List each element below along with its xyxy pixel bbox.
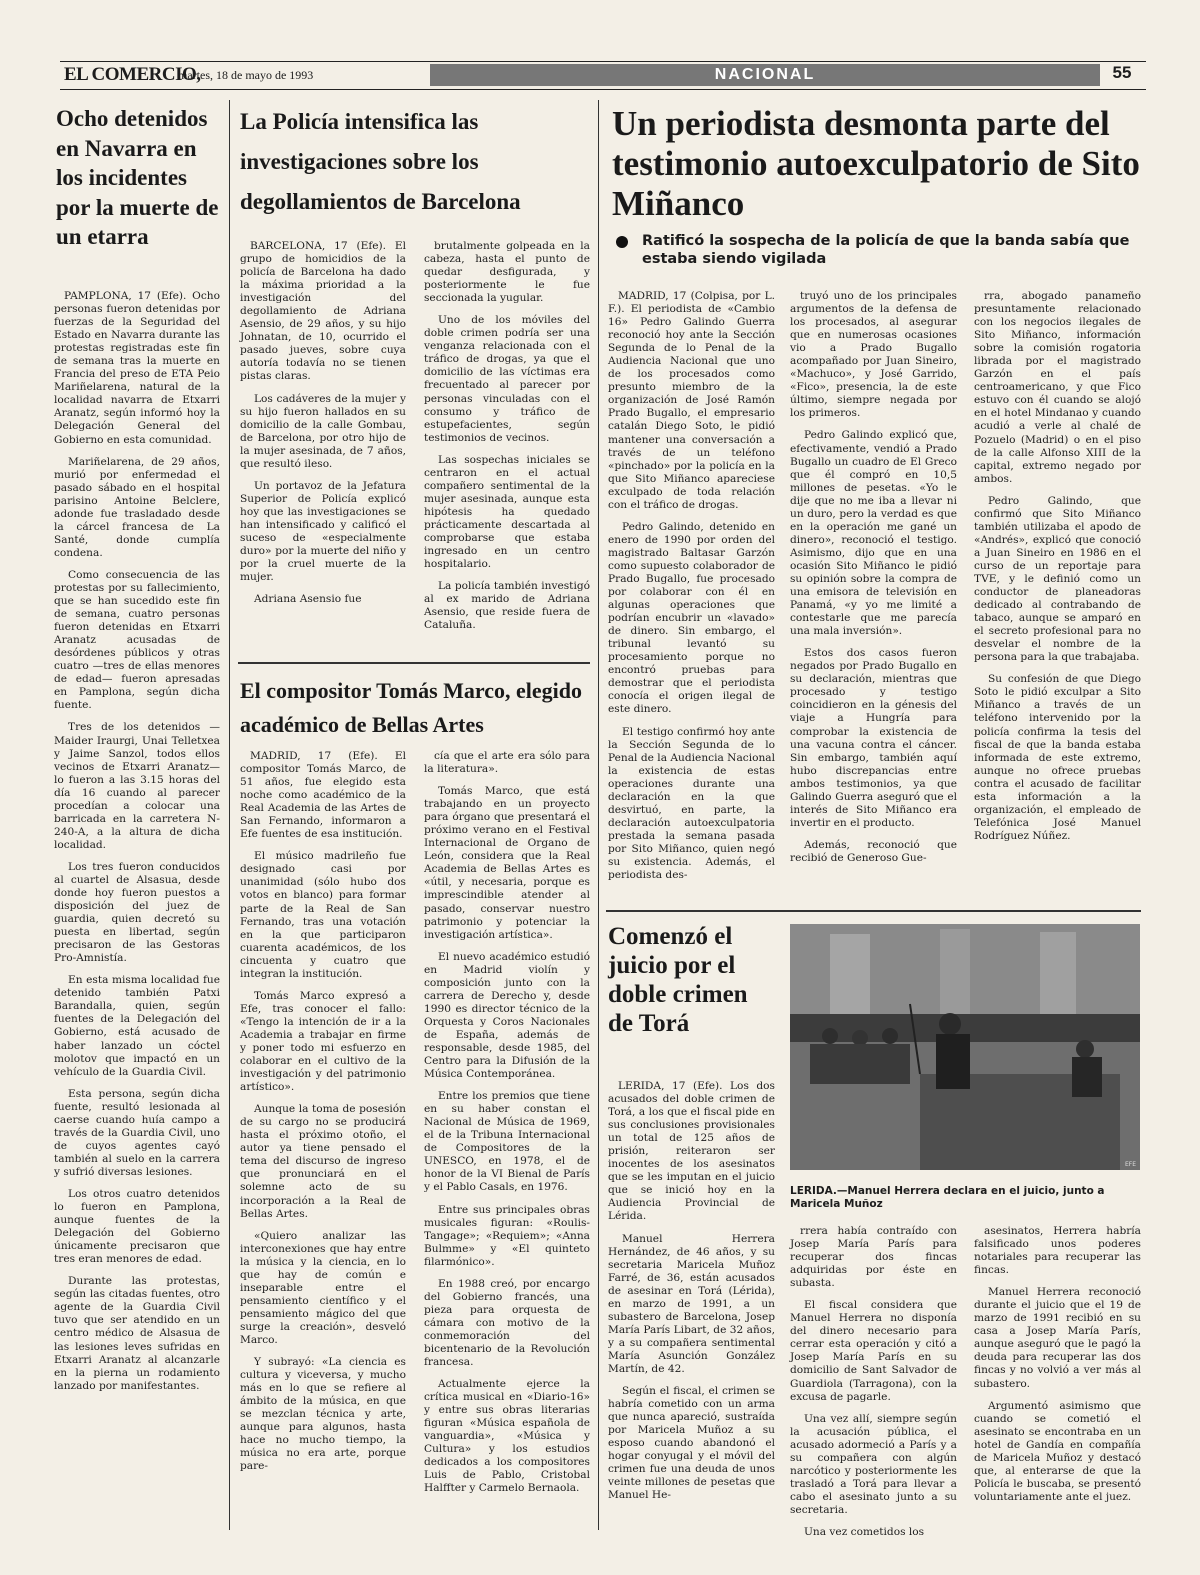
article-body-tora-col2	[790, 1225, 957, 1538]
paragraph: El músico madrileño fue designado casi por unanimidad (sólo hubo dos votos en blanco) para formar parte de la Real de San Fernando, tras una votación en la que participaron cuarenta académicos, de los cincuenta y cuatro que integran la institución.	[240, 850, 406, 980]
paragraph: La policía también investigó al ex marido de Adriana Asensio, que reside fuera de Cataluña.	[424, 580, 590, 632]
paragraph: Argumentó asimismo que cuando se cometió el asesinato se encontraba en un hotel de Gandía en compañía de Maricela Muñoz y destacó que, al enterarse de que la Policía le buscaba, se presentó voluntariamente ante el juez.	[974, 1399, 1141, 1503]
paragraph: Tomás Marco expresó a Efe, tras conocer el fallo: «Tengo la intención de ir a la Academia a trabajar en firme y poner todo mi esfuerzo en colaborar en el cultivo de la investigación y del patrimonio artístico».	[240, 989, 406, 1094]
bullet-icon	[616, 236, 628, 248]
paragraph: Como consecuencia de las protestas por su fallecimiento, que se han sucedido este fin de semana, cuatro personas fueron detenidas en Etxarri Aranatz acusadas de desórdenes públicos y otras cuatro —tres de ellas menores de edad— fueron apresadas en Pamplona, según dicha fuente.	[54, 568, 220, 712]
article-body-periodista-col1	[608, 290, 775, 900]
paragraph: cía que el arte era sólo para la literatura».	[424, 750, 590, 776]
article-body-periodista-col3	[974, 290, 1141, 900]
paragraph: En 1988 creó, por encargo del Gobierno francés, una pieza para orquesta de cámara con motivo de la conmemoración del bicentenario de la Revolución francesa.	[424, 1277, 590, 1369]
courtroom-photo	[790, 924, 1140, 1170]
paragraph: Adriana Asensio fue	[254, 593, 362, 606]
paragraph: Un portavoz de la Jefatura Superior de Policía explicó hoy que las investigaciones se han intensificado y calificó el suceso de «especialmente duro» por la muerte del niño y por la cruel muerte de la mujer.	[240, 479, 406, 584]
article-body-tora-col3	[974, 1225, 1141, 1530]
paragraph: Su confesión de que Diego Soto le pidió exculpar a Sito Miñanco a través de un teléfono intervenido por la policía confirma la tesis del fiscal de que la banda estaba informada de este extremo, aunque no ofrece pruebas contra el acusado de facilitar esta información a la organización, el empleado de Telefónica José Manuel Rodríguez Núñez.	[974, 673, 1141, 842]
paragraph: El fiscal considera que Manuel Herrera no disponía del dinero necesario para cerrar esta operación y citó a Josep María París en su domicilio de Sant Salvador de Guardiola (Tarragona), con la excusa de pagarle.	[790, 1299, 957, 1403]
page-number: 55	[1112, 63, 1132, 82]
paragraph: MADRID, 17 (Efe). El compositor Tomás Marco, de 51 años, fue elegido esta noche como académico de la Real Academia de las Artes de San Fernando, informaron a Efe fuentes de esa institución.	[240, 750, 406, 841]
paragraph: Una vez allí, siempre según la acusación pública, el acusado adormeció a París y a su compañera con algún narcótico y posteriormente les trasladó a Torá para llevar a cabo el asesinato junto a su secretaria.	[790, 1412, 957, 1516]
article-body-marco-col2	[424, 750, 590, 1530]
paragraph: BARCELONA, 17 (Efe). El grupo de homicidios de la policía de Barcelona ha dado la máxima prioridad a la investigación del degollamiento de Adriana Asensio, de 29 años, y su hijo Johnatan, de 10, ocurrido el pasado jueves, sobre cuya autoría todavía no se tienen pistas claras.	[240, 240, 406, 383]
paragraph: Tres de los detenidos —Maider Iraurgi, Unai Telletxea y Jaime Sanzol, todos ellos vecinos de Etxarri Aranatz— lo fueron a las 3.15 horas del día 16 cuando al parecer procedían a colocar una barricada en la carretera N-240-A, a la altura de dicha localidad.	[54, 721, 220, 851]
article-body-policia-col2	[424, 240, 590, 650]
paragraph: Esta persona, según dicha fuente, resultó lesionada al caerse cuando huía campo a través de la Guardia Civil, uno de cuyos agentes cayó también al suelo en la carrera y sufrió diversas lesiones.	[54, 1087, 220, 1178]
paragraph: asesinatos, Herrera habría falsificado unos poderes notariales para recuperar las fincas.	[974, 1225, 1141, 1277]
paragraph: Tomás Marco, que está trabajando en un proyecto para órgano que presentará el próximo verano en el Festival Internacional de Organo de León, considera que la Real Academia de Bellas Artes es «útil, y necesaria, porque es imprescindible atender al pasado, conservar nuestro patrimonio y potenciar la investigación artística».	[424, 785, 590, 941]
article-body-periodista-col2	[790, 290, 957, 900]
paragraph: Las sospechas iniciales se centraron en el actual compañero sentimental de la mujer asesinada, aunque esta hipótesis ha quedado prácticamente descartada al comprobarse que estaba ingresado en un centro hospitalario.	[424, 453, 590, 571]
paragraph: Durante las protestas, según las citadas fuentes, otro agente de la Guardia Civil tuvo que ser atendido en un centro médico de Alsasua de las lesiones leves sufridas en Etxarri Aranatz al alcanzarle en la pierna un rodamiento lanzado por manifestantes.	[54, 1275, 220, 1392]
paragraph: Uno de los móviles del doble crimen podría ser una venganza relacionada con el tráfico de drogas, ya que el domicilio de las víctimas era frecuentado al parecer por personas vinculadas con el consumo y tráfico de estupefacientes, según testimonios de vecinos.	[424, 314, 590, 444]
article-body-navarra	[54, 290, 220, 1540]
paragraph: PAMPLONA, 17 (Efe). Ocho personas fueron detenidas por fuerzas de la Seguridad del Estado en Navarra durante las protestas registradas este fin de semana tras la muerte en Francia del preso de ETA Peio Mariñelarena, natural de la localidad navarra de Etxarri Aranatz, según informó hoy la Delegación General del Gobierno en esta comunidad.	[54, 290, 220, 446]
headline-tora: Comenzó el juicio por el doble crimen de Torá	[608, 923, 748, 1037]
paragraph: rrera había contraído con Josep María París para recuperar dos fincas adquiridas por éste en subasta.	[790, 1225, 957, 1290]
headline-marco: El compositor Tomás Marco, elegido académico de Bellas Artes	[240, 678, 583, 737]
headline-navarra: Ocho detenidos en Navarra en los incidentes por la muerte de un etarra	[56, 106, 219, 249]
paragraph: Los cadáveres de la mujer y su hijo fueron hallados en su domicilio de la calle Gombau, de Barcelona, por otro hijo de la mujer asesinada, de 7 años, que resultó ileso.	[240, 392, 406, 470]
paragraph: Pedro Galindo explicó que, efectivamente, vendió a Prado Bugallo un cuadro de El Greco que él compró en 10,5 millones de pesetas. «Yo le dije que no me iba a llevar ni un duro, pero la verdad es que en la operación me gané un dinero», reconoció el testigo. Asimismo, dijo que en una ocasión Sito Miñanco le pidió su opinión sobre la compra de una emisora de televisión en Panamá, «y yo me limité a contestarle que me parecía una mala inversión».	[790, 429, 957, 638]
paragraph: Los otros cuatro detenidos lo fueron en Pamplona, aunque fuentes de la Delegación del Gobierno únicamente precisaron que tres eran menores de edad.	[54, 1188, 220, 1266]
article-body-marco-col1	[240, 750, 406, 1530]
issue-date: martes, 18 de mayo de 1993	[178, 68, 314, 82]
paragraph: Entre los premios que tiene en su haber constan el Nacional de Música de 1969, el de la Tribuna Internacional de Compositores de la UNESCO, en 1978, el de honor de la VI Bienal de París y el Pablo Casals, en 1976.	[424, 1090, 590, 1194]
paragraph: «Quiero analizar las interconexiones que hay entre la música y la ciencia, en lo que hay de común e inseparable entre el pensamiento científico y el pensamiento mágico del que surge la creación», desveló Marco.	[240, 1229, 406, 1346]
subheadline-periodista: Ratificó la sospecha de la policía de que la banda sabía que estaba siendo vigilada	[642, 233, 1130, 267]
courtroom-photo-illustration	[790, 924, 1140, 1170]
paragraph: LERIDA, 17 (Efe). Los dos acusados del doble crimen de Torá, a los que el fiscal pide en sus conclusiones provisionales un total de 125 años de prisión, reiteraron ser inocentes de los asesinatos que se les imputan en el juicio que se inició hoy en la Audiencia Provincial de Lérida.	[608, 1080, 775, 1223]
paragraph: En esta misma localidad fue detenido también Patxi Barandalla, quien, según fuentes de la Delegación del Gobierno, está acusado de haber lanzado un cóctel molotov que impactó en un vehículo de la Guardia Civil.	[54, 974, 220, 1078]
paragraph: Una vez cometidos los	[804, 1525, 925, 1538]
paragraph: Manuel Herrera reconoció durante el juicio que el 19 de marzo de 1991 recibió en su casa a Josep María París, aunque aseguró que le pagó la deuda para recuperar las dos fincas y no volvió a ver más al subastero.	[974, 1286, 1141, 1390]
section-label: NACIONAL	[430, 64, 1100, 86]
paragraph: Según el fiscal, el crimen se habría cometido con un arma que nunca apareció, sustraída por Maricela Muñoz a su esposo cuando abandonó el hogar conyugal y el móvil del crimen fue una deuda de unos veinte millones de pesetas que Manuel He-	[608, 1385, 775, 1502]
paragraph: Manuel Herrera Hernández, de 46 años, y su secretaria Maricela Muñoz Farré, de 36, están acusados de asesinar en Torá (Lérida), en marzo de 1991, a un subastero de Barcelona, Josep María París Libart, de 32 años, y a su compañera sentimental María Asunción González Martín, de 42.	[608, 1232, 775, 1375]
paragraph: MADRID, 17 (Colpisa, por L. F.). El periodista de «Cambio 16» Pedro Galindo Guerra reconoció hoy ante la Sección Segunda de lo Penal de la Audiencia Nacional que uno de los procesados como presunto miembro de la organización de José Ramón Prado Bugallo, el empresario catalán Diego Soto, le pidió mantener una conversación a través de un teléfono «pinchado» por la policía en la que Sito Miñanco apareciese exculpado de toda relación con el tráfico de drogas.	[608, 290, 775, 511]
photo-caption: LERIDA.—Manuel Herrera declara en el juicio, junto a Maricela Muñoz	[790, 1185, 1105, 1210]
paragraph: truyó uno de los principales argumentos de la defensa de los procesados, al asegurar que en numerosas ocasiones vio a Prado Bugallo acompañado por Juan Sineiro, «Machuco», y José Garrido, «Fico», presencia, la de este último, siempre negada por los primeros.	[790, 290, 957, 420]
headline-periodista: Un periodista desmonta parte del testimonio autoexculpatorio de Sito Miñanco	[612, 104, 1140, 223]
paragraph: Pedro Galindo, que confirmó que Sito Miñanco también utilizaba el apodo de «Andrés», explicó que conoció a Juan Sineiro en 1986 en el curso de un reportaje para TVE, y le definió como un conductor de planeadoras dedicado al contrabando de tabaco, aunque se amparó en el secreto profesional para no desvelar el nombre de la persona para la que trabajaba.	[974, 494, 1141, 664]
photo-credit: EFE	[1124, 1161, 1136, 1168]
paragraph: Mariñelarena, de 29 años, murió por enfermedad el pasado sábado en el hospital parisino Antoine Belclere, adonde fue trasladado desde la cárcel francesa de La Santé, donde cumplía condena.	[54, 455, 220, 559]
article-body-policia-col1	[240, 240, 406, 650]
paragraph: rra, abogado panameño presuntamente relacionado con los negocios ilegales de Sito Miñanco, información sobre la comisión rogatoria librada por el magistrado Garzón en el país centroamericano, y que Fico estuvo con él cuando se alojó en el hotel Mindanao y cuando acudió a verle al chalé de Pozuelo (Madrid) o en el piso de la calle Alfonso XIII de la capital, extremo negado por ambos.	[974, 290, 1141, 485]
paragraph: Aunque la toma de posesión de su cargo no se producirá hasta el próximo otoño, el autor ya tiene pensado el tema del discurso de ingreso que pronunciará en el solemne acto de su incorporación a la Real de Bellas Artes.	[240, 1103, 406, 1220]
paragraph: Entre sus principales obras musicales figuran: «Roulis-Tangage»; «Requiem»; «Anna Bulmme» y «El quinteto filarmónico».	[424, 1203, 590, 1268]
paragraph: Actualmente ejerce la crítica musical en «Diario-16» y entre sus obras literarias figuran «Música española de vanguardia», «Música y Cultura» y los estudios dedicados a los compositores Luis de Pablo, Cristobal Halffter y Carmelo Bernaola.	[424, 1378, 590, 1495]
article-body-tora-col1	[608, 1080, 775, 1530]
paragraph: Los tres fueron conducidos al cuartel de Alsasua, desde donde hoy fueron puestos a disposición del juez de guardia, quien decretó su puesta en libertad, según precisaron de las Gestoras Pro-Amnistía.	[54, 860, 220, 965]
paragraph: Pedro Galindo, detenido en enero de 1990 por orden del magistrado Baltasar Garzón como supuesto colaborador de Prado Bugallo, fue procesado por colaborar con él en algunas operaciones que podrían encubrir un «lavado» de dinero. Sin embargo, el tribunal levantó su procesamiento porque no encontró pruebas para demostrar que el periodista conocía el origen ilegal de este dinero.	[608, 520, 775, 716]
headline-policia: La Policía intensifica las investigaciones sobre los degollamientos de Barcelona	[240, 109, 521, 214]
paragraph: Y subrayó: «La ciencia es cultura y viceversa, y mucho más en lo que se refiere al ámbito de la música, en que se mezclan técnica y arte, aunque para algunos, hasta hace no mucho tiempo, la música no era arte, porque pare-	[240, 1356, 406, 1473]
paragraph: brutalmente golpeada en la cabeza, hasta el punto de quedar desfigurada, y posteriormente le fue seccionada la yugular.	[424, 240, 590, 305]
paragraph: Estos dos casos fueron negados por Prado Bugallo en su declaración, mientras que procesado y testigo coincidieron en la génesis del viaje a Hungría para comprobar la existencia de una vacuna contra el cáncer. Sin embargo, también aquí hubo discrepancias entre ambos testimonios, ya que Galindo Guerra aseguró que el interés de Sito Miñanco era invertir en el producto.	[790, 647, 957, 829]
paragraph: Además, reconoció que recibió de Generoso Gue-	[790, 838, 957, 864]
paragraph: El nuevo académico estudió en Madrid violín y composición junto con la carrera de Derecho y, desde 1990 es director técnico de la Orquesta y Coros Nacionales de España, además de responsable, desde 1985, del Centro para la Difusión de la Música Contemporánea.	[424, 950, 590, 1081]
paragraph: El testigo confirmó hoy ante la Sección Segunda de lo Penal de la Audiencia Nacional la existencia de estas operaciones durante una declaración en la que desvirtuó, en parte, la declaración autoexculpatoria prestada la semana pasada por Sito Miñanco, quien negó su existencia. Además, el periodista des-	[608, 725, 775, 882]
masthead: EL COMERCIO,	[64, 64, 201, 85]
